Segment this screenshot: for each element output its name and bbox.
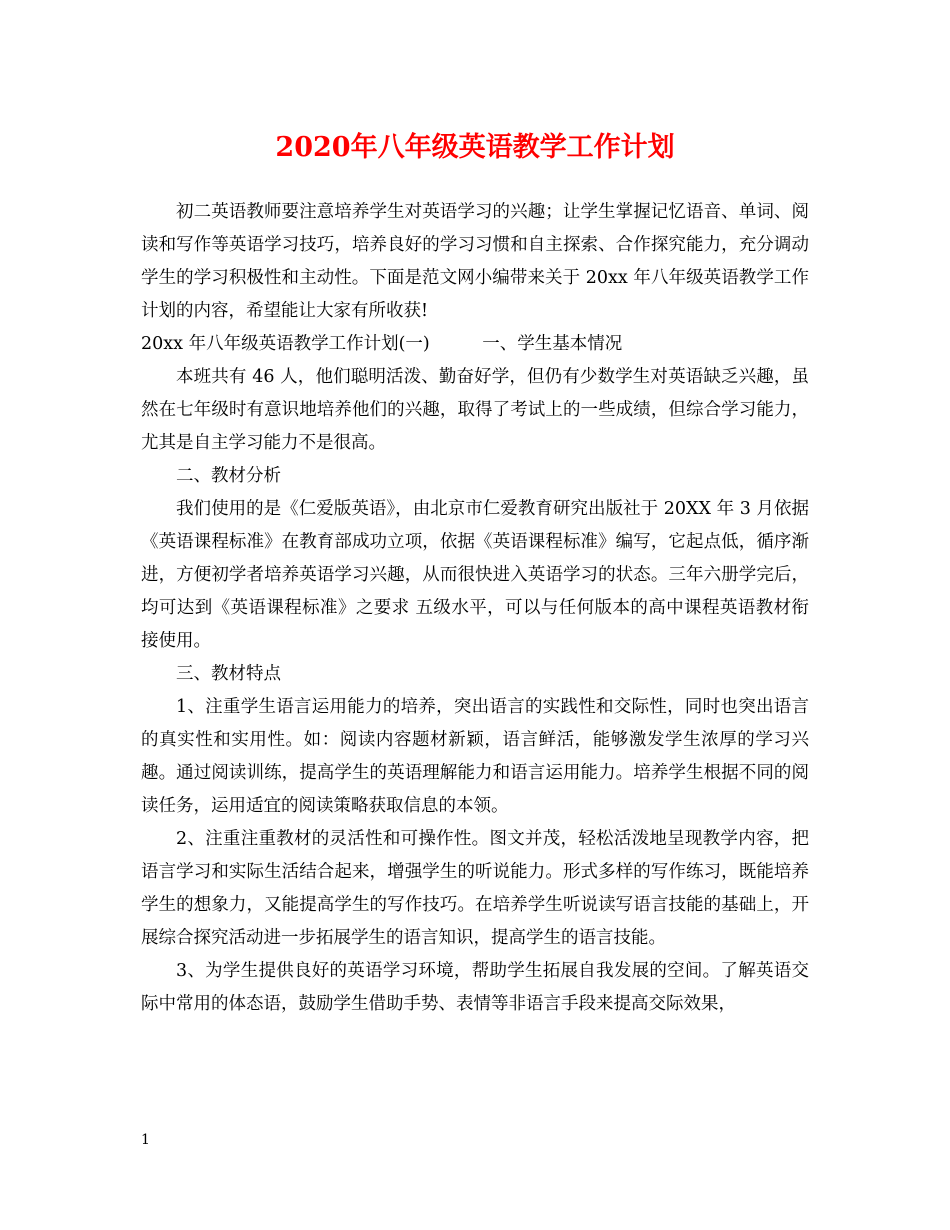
document-body	[141, 196, 809, 1021]
intro-paragraph: 初二英语教师要注意培养学生对英语学习的兴趣；让学生掌握记忆语音、单词、阅读和写作等英语学习技巧，培养良好的学习习惯和自主探索、合作探究能力，充分调动学生的学习积极性和主动性。下面是范文网小编带来关于 20xx 年八年级英语教学工作计划的内容，希望能让大家有所收获!	[141, 202, 809, 321]
textbook-analysis-paragraph: 我们使用的是《仁爱版英语》，由北京市仁爱教育研究出版社于 20XX 年 3 月依据《英语课程标准》在教育部成功立项，依据《英语课程标准》编写，它起点低，循序渐进，方便初学者培养英语学习兴趣，从而很快进入英语学习的状态。三年六册学完后，均可达到《英语课程标准》之要求 五级水平，可以与任何版本的高中课程英语教材衔接使用。	[141, 499, 809, 651]
feature-1-paragraph: 1、注重学生语言运用能力的培养，突出语言的实践性和交际性，同时也突出语言的真实性和实用性。如：阅读内容题材新颖，语言鲜活，能够激发学生浓厚的学习兴趣。通过阅读训练，提高学生的英语理解能力和语言运用能力。培养学生根据不同的阅读任务，运用适宜的阅读策略获取信息的本领。	[141, 697, 809, 816]
page-number: 1	[141, 1132, 150, 1148]
student-situation-paragraph: 本班共有 46 人，他们聪明活泼、勤奋好学，但仍有少数学生对英语缺乏兴趣，虽然在七年级时有意识地培养他们的兴趣，取得了考试上的一些成绩，但综合学习能力，尤其是自主学习能力不是很高。	[141, 367, 809, 453]
plan-heading-line: 20xx 年八年级英语教学工作计划(一) 一、学生基本情况	[141, 334, 623, 354]
feature-2-paragraph: 2、注重注重教材的灵活性和可操作性。图文并茂，轻松活泼地呈现教学内容，把语言学习和实际生活结合起来，增强学生的听说能力。形式多样的写作练习，既能培养学生的想象力，又能提高学生的写作技巧。在培养学生听说读写语言技能的基础上，开展综合探究活动进一步拓展学生的语言知识，提高学生的语言技能。	[141, 829, 809, 948]
document-title: 2020年八年级英语教学工作计划	[275, 132, 675, 163]
section-heading-textbook-analysis: 二、教材分析	[176, 466, 281, 486]
feature-3-paragraph: 3、为学生提供良好的英语学习环境，帮助学生拓展自我发展的空间。了解英语交际中常用的体态语，鼓励学生借助手势、表情等非语言手段来提高交际效果，	[141, 961, 809, 1014]
section-heading-textbook-features: 三、教材特点	[176, 664, 281, 684]
